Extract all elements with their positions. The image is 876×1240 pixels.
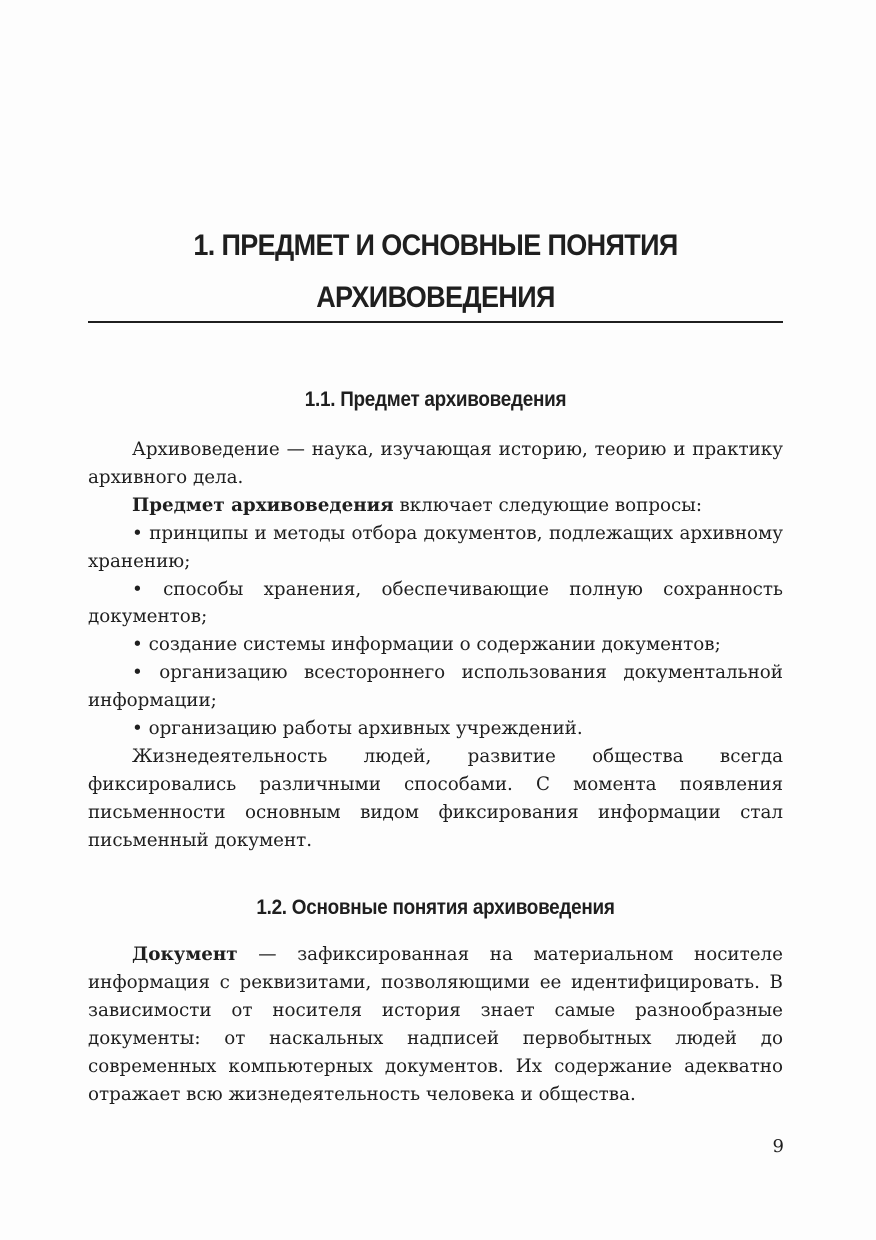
subject-intro-paragraph [88, 492, 783, 520]
closing-paragraph: Жизнедеятельность людей, развитие общества всегда фиксировались различными способами. С момента появления письменности основным видом фиксирования информации стал письменный документ. [88, 745, 783, 851]
document-term: Документ [132, 944, 238, 965]
chapter-title-rule [88, 321, 783, 323]
definition-paragraph: Архивоведение — наука, изучающая историю, теорию и практику архивного дела. [88, 439, 783, 488]
page-number: 9 [772, 1136, 784, 1157]
list-item: • создание системы информации о содержании документов; [132, 634, 721, 656]
subject-intro-term: Предмет архивоведения [132, 494, 394, 516]
list-item: • принципы и методы отбора документов, подлежащих архивному хранению; [88, 522, 783, 572]
list-item: • организацию работы архивных учреждений. [132, 718, 583, 740]
section-1-title: 1.1. Предмет архивоведения [304, 388, 567, 411]
section-2-title: 1.2. Основные понятия архивоведения [256, 896, 615, 919]
section-1-body [88, 436, 783, 855]
chapter-title-line-2: АРХИВОВЕДЕНИЯ [316, 281, 555, 314]
document-definition-text: — зафиксированная на материальном носителе информация с реквизитами, позволяющими ее идентифицировать. В зависимости от носителя история знает самые разнообразные документы: от наскальных надписей первобытных людей до современных компьютерных документов. Их содержание адекватно отражает всю жизнедеятельность человека и общества. [88, 944, 783, 1105]
list-item: • организацию всестороннего использования документальной информации; [88, 662, 783, 712]
chapter-title-line-1: 1. ПРЕДМЕТ И ОСНОВНЫЕ ПОНЯТИЯ [193, 229, 678, 262]
subject-intro-text: включает следующие вопросы: [393, 494, 702, 516]
list-item: • способы хранения, обеспечивающие полную сохранность документов; [88, 578, 783, 628]
document-definition-paragraph [88, 941, 783, 1108]
section-2-body [88, 941, 783, 1108]
